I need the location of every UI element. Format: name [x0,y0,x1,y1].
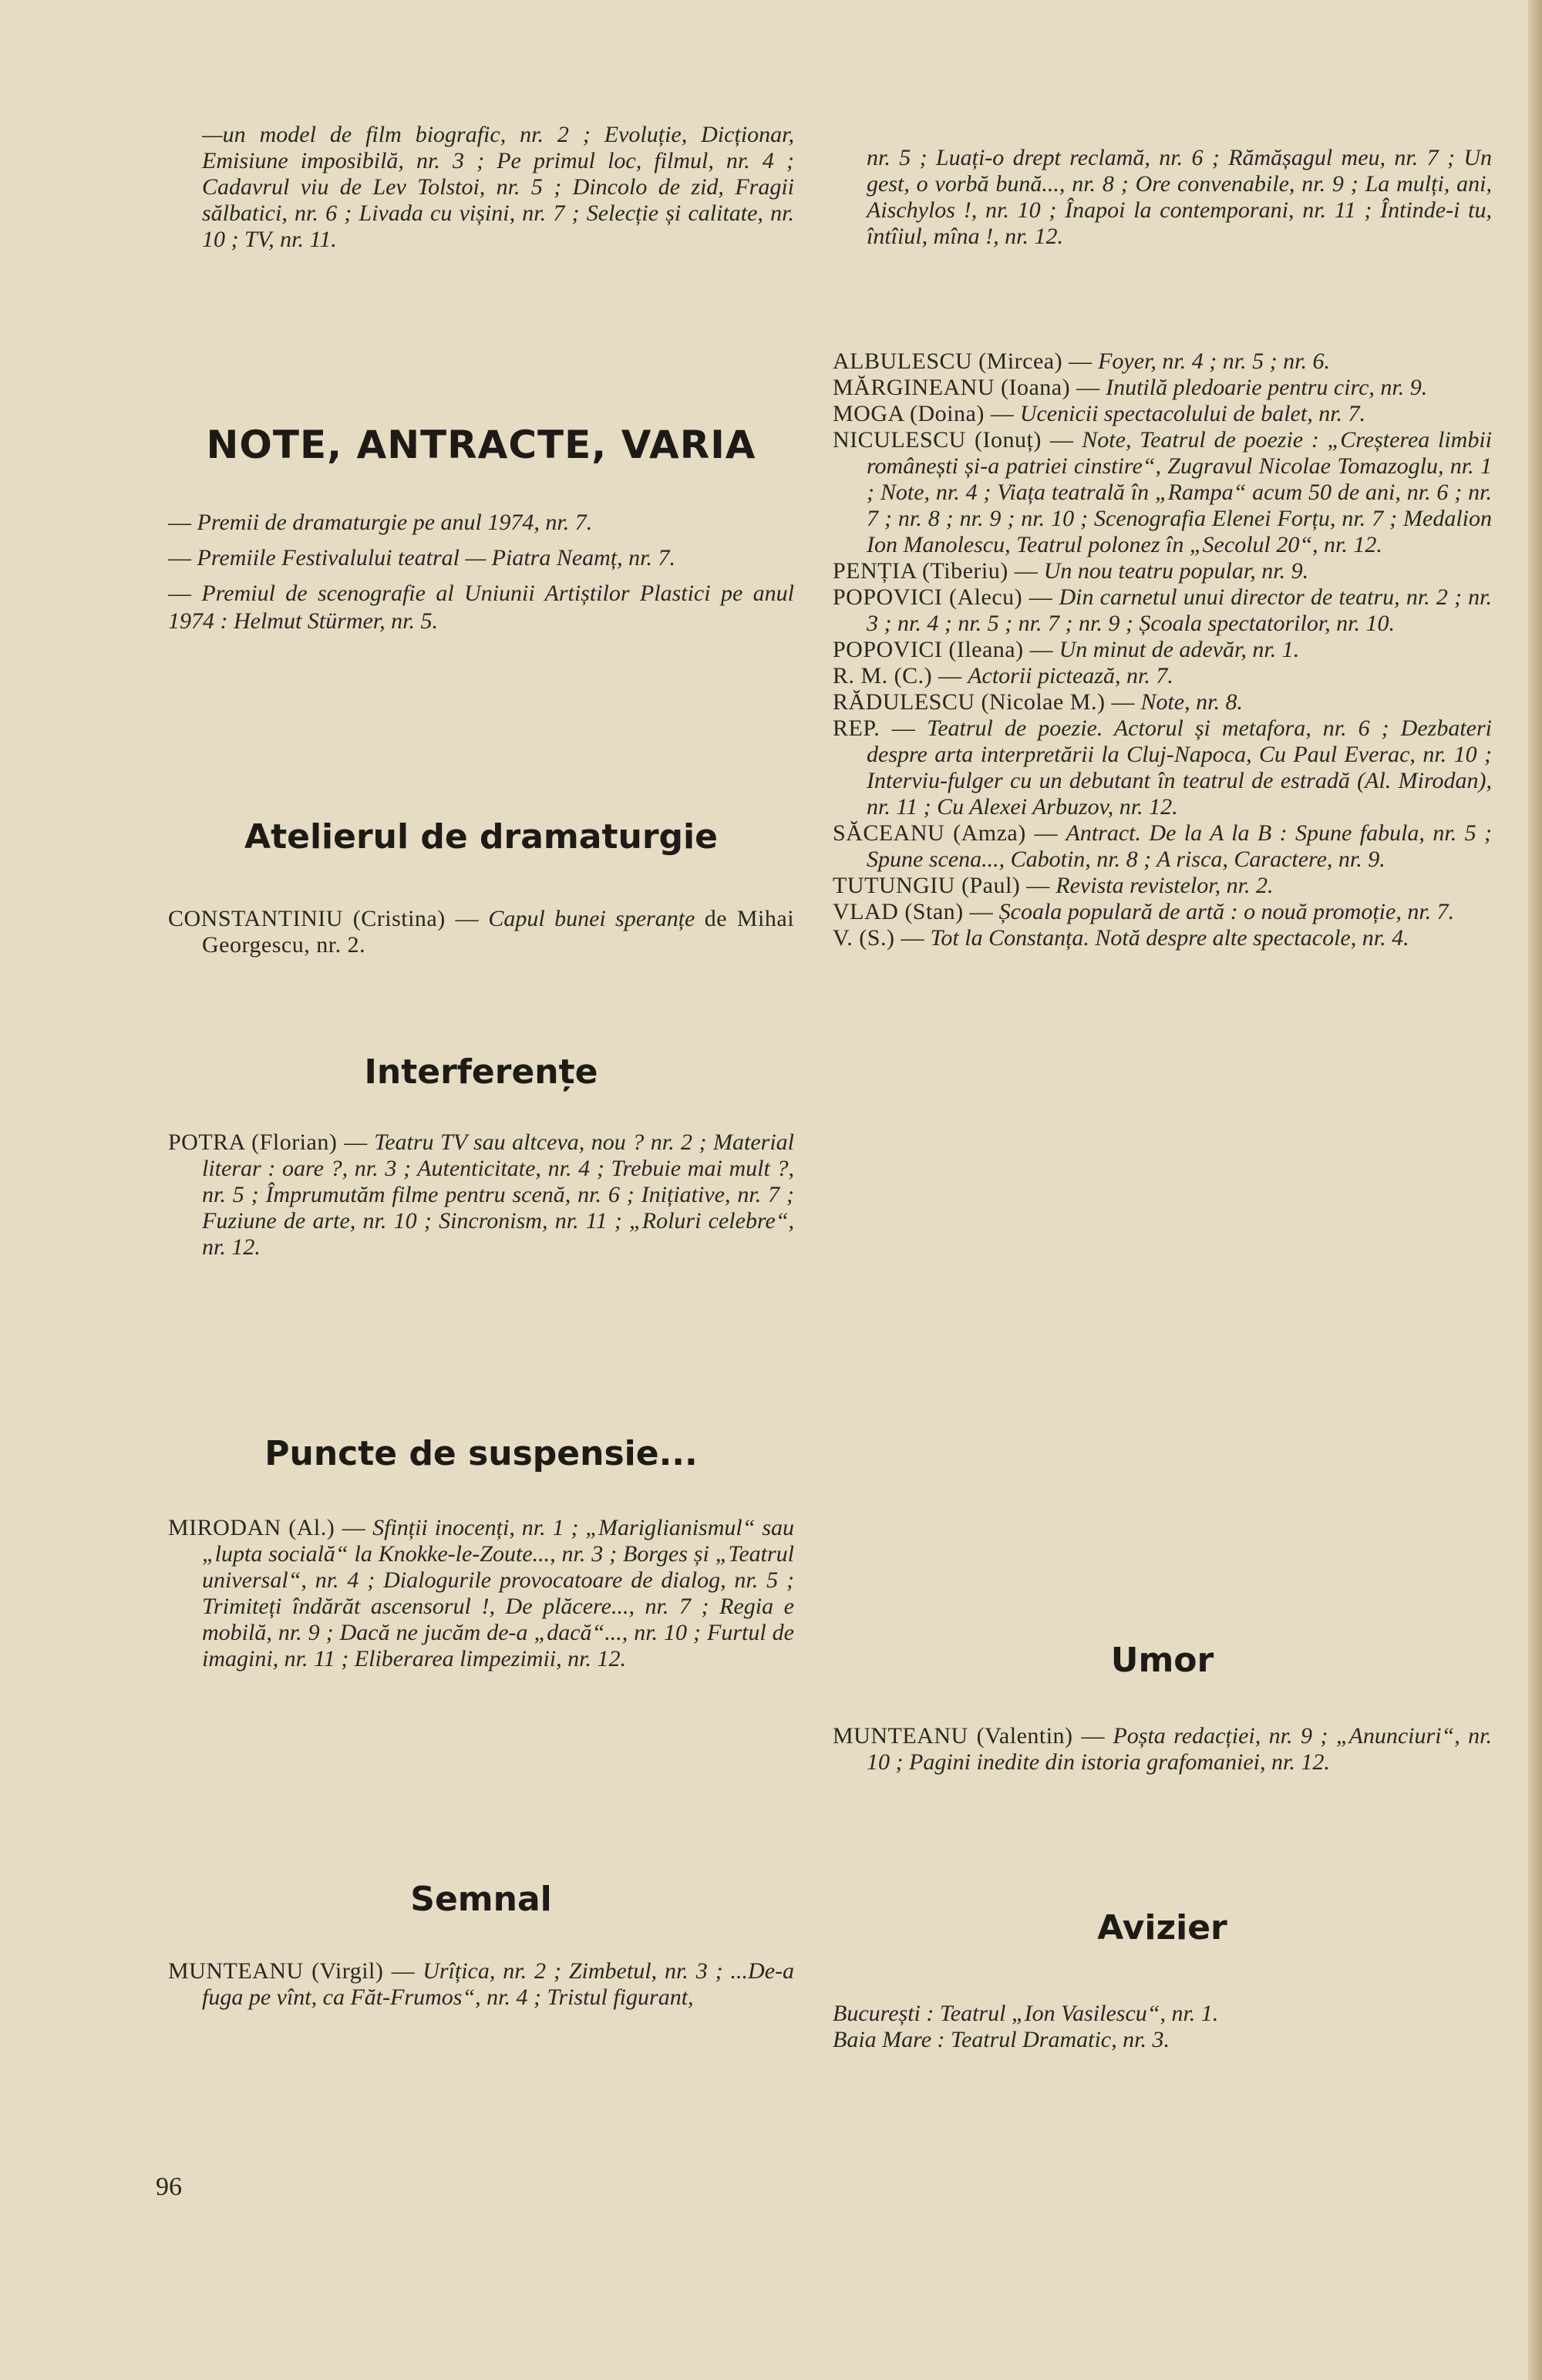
index-entry [833,873,1492,899]
index-entry [833,558,1492,584]
entry-works: Note, Teatrul de poezie : „Creșterea limbii românești și-a patriei cinstire“, Zugravul Nicolae Tomazoglu, nr. 1 ; Note, nr. 4 ; Viața teatrală în „Rampa“ acum 50 de ani, nr. 6 ; nr. 7 ; nr. 8 ; nr. 9 ; nr. 10 ; Scenografia Elenei Forțu, nr. 7 ; Medalion Ion Manolescu, Teatrul polonez în „Secolul 20“, nr. 12. [867,427,1492,557]
section-semnal [168,1880,794,1919]
entry-author: TUTUNGIU (Paul) — [833,873,1050,898]
entry-works: Un nou teatru popular, nr. 9. [1043,558,1309,584]
entry-author: V. (S.) — [833,925,924,951]
list-dash: — [168,545,191,571]
entry-author: POPOVICI (Alecu) — [833,584,1053,610]
note-list [168,509,794,643]
page-spine-edge [1528,0,1542,2380]
index-entry [833,689,1492,715]
index-entry [833,401,1492,427]
entry-works: Revista revistelor, nr. 2. [1055,873,1274,898]
index-entry [833,925,1492,951]
index-entry [168,1958,794,2011]
section-avizier [833,1908,1492,1947]
avizier-line: Baia Mare : Teatrul Dramatic, nr. 3. [833,2027,1170,2052]
section-heading: Puncte de suspensie... [264,1434,698,1473]
entry-author: REP. — [833,715,916,741]
list-item [168,509,794,537]
entry-rest: de Mihai Georgescu, nr. 2. [202,906,795,958]
entry-author: VLAD (Stan) — [833,899,994,924]
list-dash: — [168,581,191,606]
interferente-entry [168,1129,794,1261]
index-entry [833,1723,1492,1776]
index-entry [833,584,1492,637]
index-entry [833,820,1492,873]
entry-author: CONSTANTINIU (Cristina) — [168,906,480,931]
right-index-entries [833,348,1492,951]
index-entry [168,1129,794,1261]
entry-author: RĂDULESCU (Nicolae M.) — [833,689,1135,715]
index-entry [833,427,1492,558]
section-heading: Atelierul de dramaturgie [244,817,718,857]
umor-entry [833,1723,1492,1776]
entry-author: MĂRGINEANU (Ioana) — [833,375,1100,400]
section-heading: Interferențe [364,1052,598,1092]
index-entry [833,663,1492,689]
list-item [168,580,794,635]
entry-works: Capul bunei speranțe [488,906,695,931]
entry-author: MUNTEANU (Valentin) — [833,1723,1105,1749]
list-text: Premiile Festivalului teatral — Piatra Neamț, nr. 7. [197,545,676,571]
entry-works: Antract. De la A la B : Spune fabula, nr. 5 ; Spune scena..., Cabotin, nr. 8 ; A risca, Caractere, nr. 9. [867,820,1492,872]
page-number: 96 [156,2173,182,2201]
section-puncte-suspensie [168,1434,794,1473]
entry-author: NICULESCU (Ionuț) — [833,427,1074,453]
entry-works: Inutilă pledoarie pentru circ, nr. 9. [1106,375,1428,400]
entry-author: MIRODAN (Al.) — [168,1515,366,1540]
entry-author: MUNTEANU (Virgil) — [168,1958,416,1984]
atelier-entry [168,906,794,958]
entry-works: Note, nr. 8. [1140,689,1243,715]
entry-text: nr. 5 ; Luați-o drept reclamă, nr. 6 ; Rămășagul meu, nr. 7 ; Un gest, o vorbă bună..., nr. 8 ; Ore convenabile, nr. 9 ; La mulți, ani, Aischylos !, nr. 10 ; Înapoi la contemporani, nr. 11 ; Întinde-i tu, întîiul, mîna !, nr. 12. [867,145,1492,249]
entry-author: PENȚIA (Tiberiu) — [833,558,1039,584]
list-dash: — [168,510,191,535]
semnal-entry [168,1958,794,2011]
entry-works: Un minut de adevăr, nr. 1. [1059,637,1300,662]
index-entry [168,906,794,958]
index-entry [833,348,1492,375]
index-entry [833,375,1492,401]
entry-author: ALBULESCU (Mircea) — [833,348,1093,374]
entry-author: POPOVICI (Ileana) — [833,637,1054,662]
index-entry [833,637,1492,663]
continued-entry-top-left [168,122,794,253]
entry-works: Teatrul de poezie. Actorul și metafora, nr. 6 ; Dezbateri despre arta interpretării la Cluj-Napoca, Cu Paul Everac, nr. 10 ; Interviu-fulger cu un debutant în teatrul de estradă (Al. Mirodan), nr. 11 ; Cu Alexei Arbuzov, nr. 12. [867,715,1493,820]
entry-works: Urîțica, nr. 2 ; Zimbetul, nr. 3 ; ...De-a fuga pe vînt, ca Făt-Frumos“, nr. 4 ; Tristul figurant, [202,1958,795,2010]
entry-works: Actorii pictează, nr. 7. [968,663,1173,688]
entry-author: R. M. (C.) — [833,663,962,688]
entry-works: Foyer, nr. 4 ; nr. 5 ; nr. 6. [1098,348,1330,374]
entry-author: SĂCEANU (Amza) — [833,820,1059,846]
entry-text: —un model de film biografic, nr. 2 ; Evoluție, Dicționar, Emisiune imposibilă, nr. 3 ; Pe primul loc, filmul, nr. 4 ; Cadavrul viu de Lev Tolstoi, nr. 5 ; Dincolo de zid, Fragii sălbatici, nr. 6 ; Livada cu vișini, nr. 7 ; Selecție și calitate, nr. 10 ; TV, nr. 11. [202,122,794,252]
entry-works: Sfinții inocenți, nr. 1 ; „Mariglianismul“ sau „lupta socială“ la Knokke-le-Zoute..., nr. 3 ; Borges și „Teatrul universal“, nr. 4 ; Dialogurile provocatoare de dialog, nr. 5 ; Trimiteți îndărăt ascensorul !, De plăcere..., nr. 7 ; Regia e mobilă, nr. 9 ; Dacă ne jucăm de-a „dacă“..., nr. 10 ; Furtul de imagini, nr. 11 ; Eliberarea limpezimii, nr. 12. [202,1515,794,1671]
section-umor [833,1641,1492,1680]
section-note-antracte [168,422,794,467]
index-entry [833,899,1492,925]
index-entry [168,1515,794,1672]
section-heading: Semnal [410,1880,552,1919]
entry-works: Poșta redacției, nr. 9 ; „Anunciuri“, nr. 10 ; Pagini inedite din istoria grafomaniei, nr. 12. [867,1723,1493,1775]
entry-works: Din carnetul unui director de teatru, nr. 2 ; nr. 3 ; nr. 4 ; nr. 5 ; nr. 7 ; nr. 9 ; Școala spectatorilor, nr. 10. [867,584,1493,636]
section-heading: Umor [1110,1641,1214,1680]
section-heading: Avizier [1097,1908,1227,1947]
entry-works: Teatru TV sau altceva, nou ? nr. 2 ; Material literar : oare ?, nr. 3 ; Autenticitate, nr. 4 ; Trebuie mai mult ?, nr. 5 ; Împrumutăm filme pentru scenă, nr. 6 ; Inițiative, nr. 7 ; Fuziune de arte, nr. 10 ; Sincronism, nr. 11 ; „Roluri celebre“, nr. 12. [202,1129,794,1260]
section-interferente [168,1052,794,1092]
puncte-entry [168,1515,794,1672]
avizier-line: București : Teatrul „Ion Vasilescu“, nr. 1. [833,2001,1219,2026]
entry-works: Tot la Constanța. Notă despre alte spectacole, nr. 4. [930,925,1409,951]
section-atelier [168,817,794,857]
section-heading: NOTE, ANTRACTE, VARIA [206,422,756,467]
continued-entry-top-right [833,145,1492,250]
avizier-entries [833,2001,1492,2053]
entry-works: Școala populară de artă : o nouă promoție, nr. 7. [998,899,1455,924]
list-text: Premii de dramaturgie pe anul 1974, nr. 7. [197,510,593,535]
entry-author: POTRA (Florian) — [168,1129,368,1155]
index-entry [833,715,1492,820]
list-text: Premiul de scenografie al Uniunii Artiștilor Plastici pe anul 1974 : Helmut Stürmer, nr. 5. [168,581,794,634]
list-item [168,544,794,572]
entry-works: Ucenicii spectacolului de balet, nr. 7. [1019,401,1366,426]
entry-author: MOGA (Doina) — [833,401,1015,426]
